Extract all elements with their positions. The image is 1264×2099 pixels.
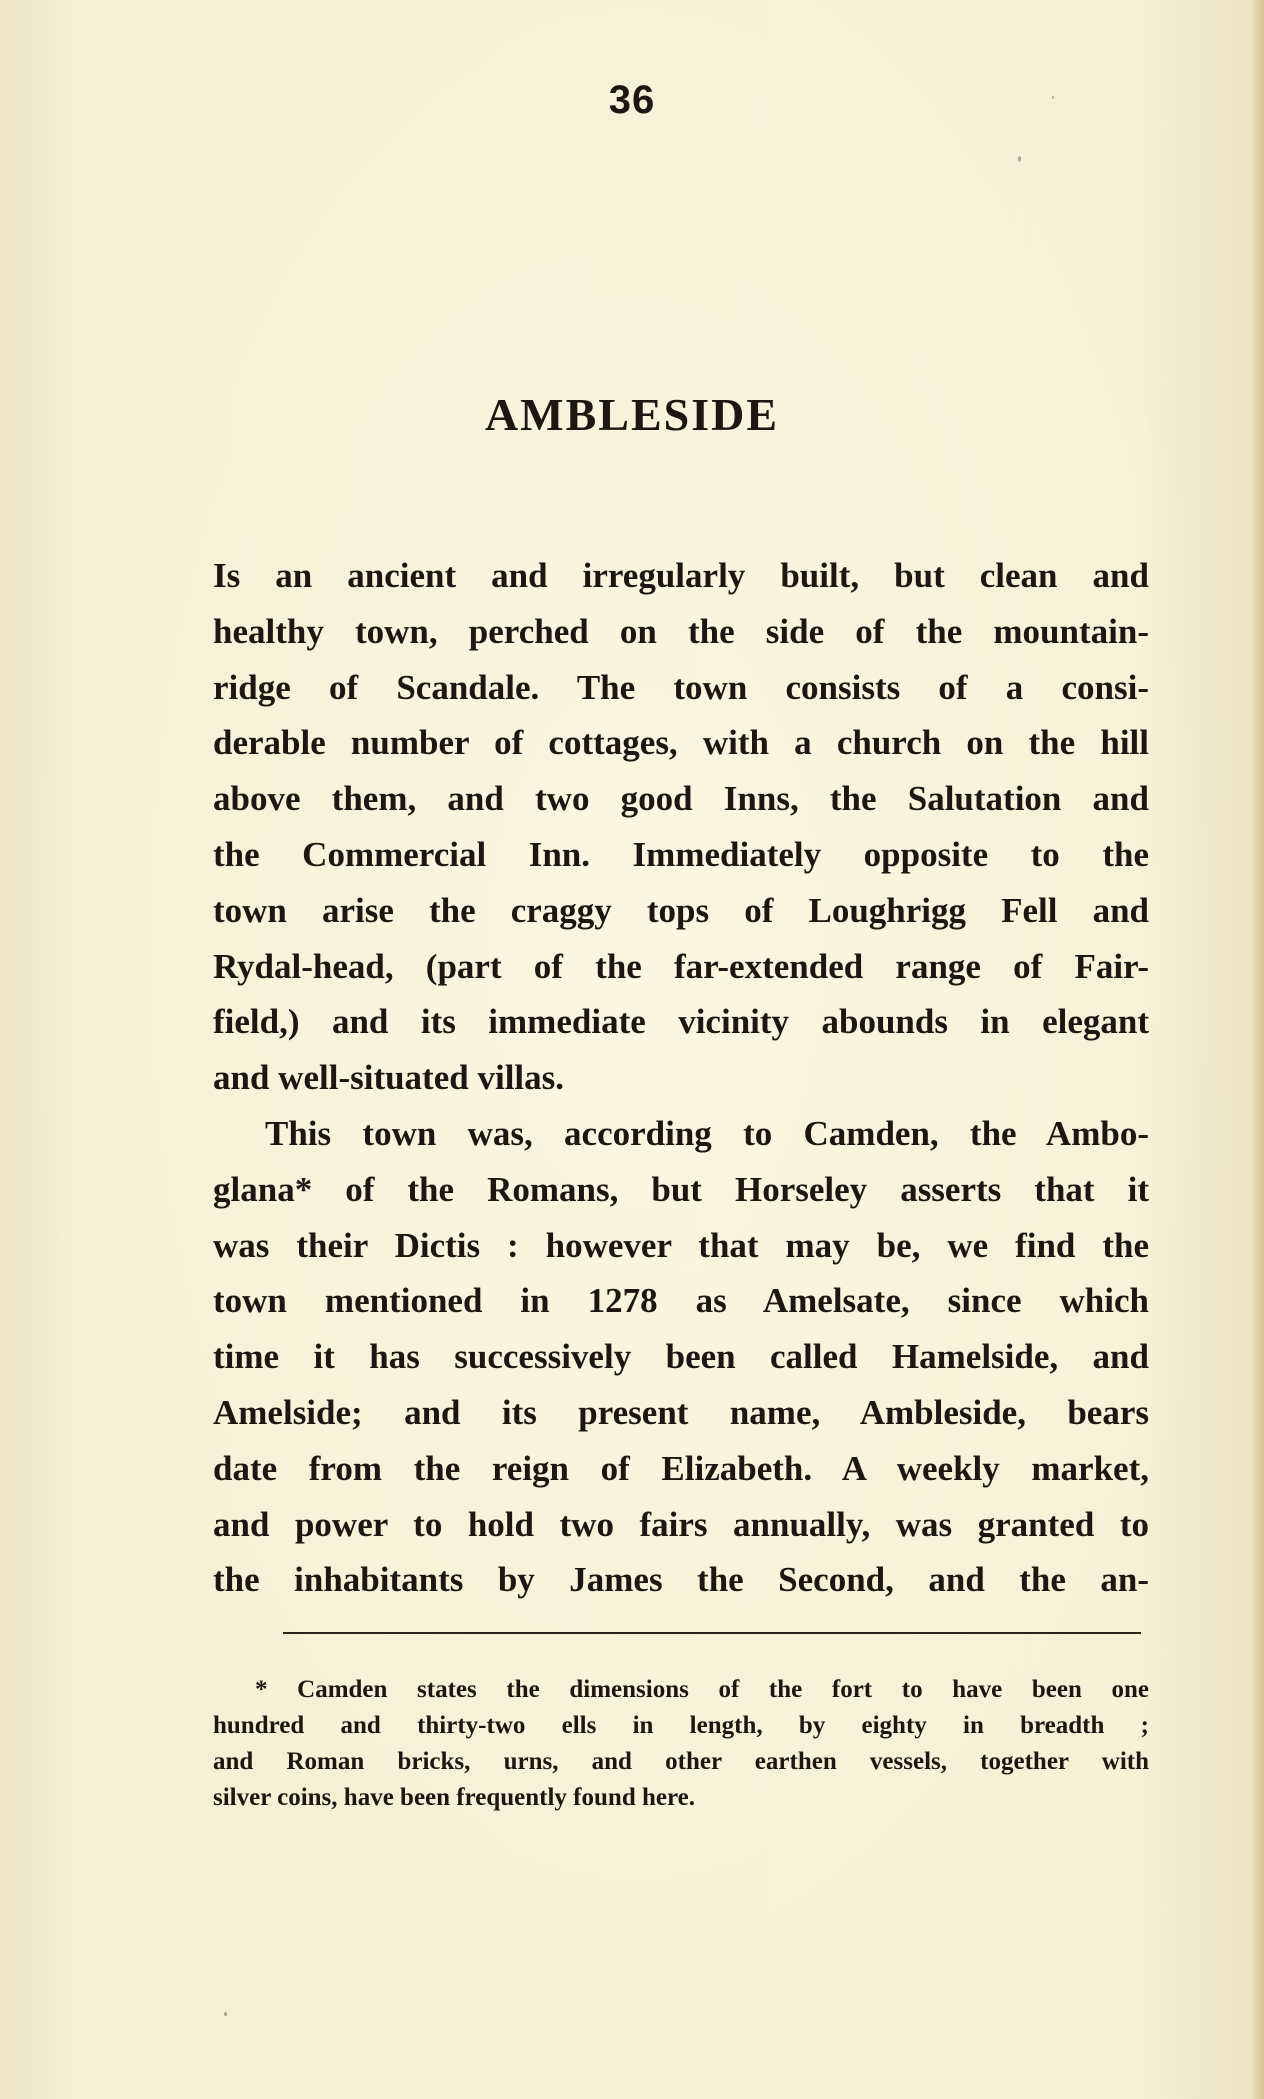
body-line: and power to hold two fairs annually, was granted to (213, 1504, 1149, 1544)
body-line: and well-situated villas. (213, 1058, 565, 1098)
body-line: ridge of Scandale. The town consists of a consi- (213, 667, 1149, 707)
paper-speck (224, 2012, 227, 2016)
body-line: town mentioned in 1278 as Amelsate, since which (213, 1281, 1149, 1321)
footnote-line: * Camden states the dimensions of the fort to have been one (255, 1676, 1149, 1703)
page-edge-shadow (1250, 0, 1264, 2099)
body-line: town arise the craggy tops of Loughrigg Fell and (213, 890, 1149, 930)
footnote (213, 1672, 1149, 1816)
paper-speck (1052, 96, 1054, 99)
paper-speck (1018, 156, 1021, 162)
body-line: Rydal-head, (part of the far-extended range of Fair- (213, 946, 1149, 986)
chapter-heading: AMBLESIDE (484, 389, 780, 440)
footnote-divider (283, 1632, 1141, 1634)
body-line: This town was, according to Camden, the Ambo- (265, 1113, 1149, 1153)
body-line: date from the reign of Elizabeth. A weekly market, (213, 1448, 1149, 1488)
body-line: healthy town, perched on the side of the mountain- (213, 611, 1149, 651)
body-line: time it has successively been called Hamelside, and (213, 1337, 1149, 1377)
footnote-line: hundred and thirty-two ells in length, by eighty in breadth ; (213, 1712, 1149, 1739)
body-line: Is an ancient and irregularly built, but clean and (213, 556, 1149, 595)
body-line: was their Dictis : however that may be, we find the (213, 1225, 1149, 1265)
body-line: above them, and two good Inns, the Salutation and (213, 779, 1149, 819)
body-line: derable number of cottages, with a church on the hill (213, 723, 1149, 763)
body-line: Amelside; and its present name, Ambleside, bears (213, 1392, 1149, 1432)
page-number: 36 (608, 78, 656, 122)
body-line: glana* of the Romans, but Horseley asserts that it (213, 1169, 1149, 1209)
body-text (213, 548, 1149, 1608)
footnote-line: and Roman bricks, urns, and other earthen vessels, together with (213, 1748, 1149, 1775)
body-line: the inhabitants by James the Second, and the an- (213, 1560, 1149, 1600)
footnote-line: silver coins, have been frequently found here. (213, 1784, 695, 1811)
body-line: field,) and its immediate vicinity abounds in elegant (213, 1002, 1149, 1042)
body-line: the Commercial Inn. Immediately opposite to the (213, 834, 1149, 874)
